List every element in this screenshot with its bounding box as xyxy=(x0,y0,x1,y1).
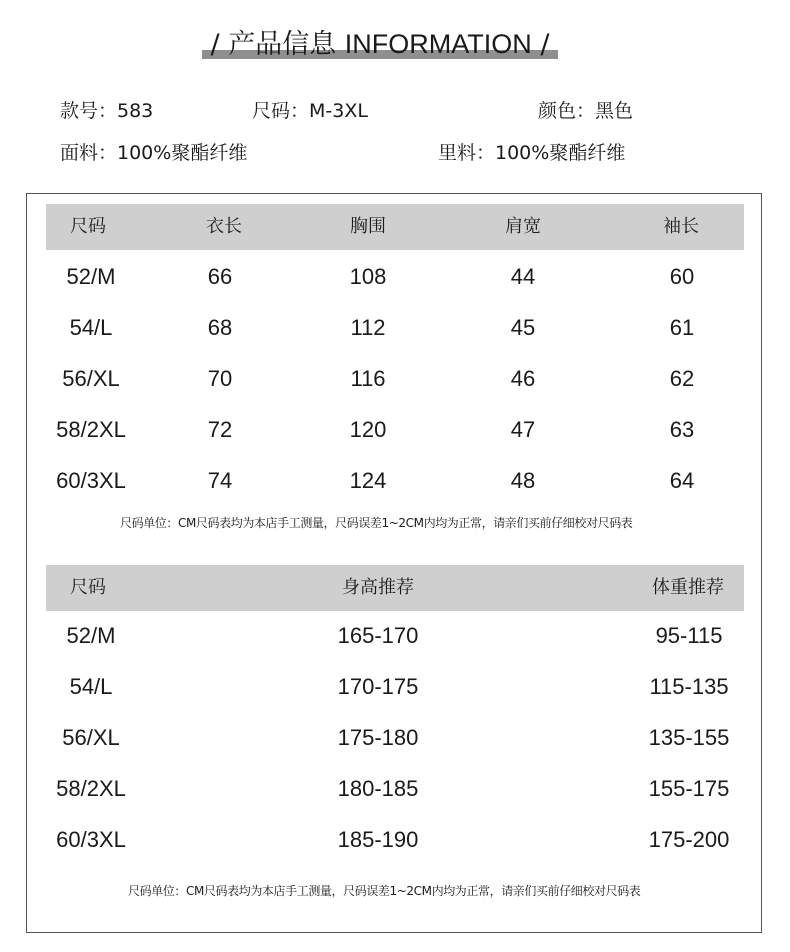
cell-chest: 112 xyxy=(350,315,386,340)
cell-chest: 124 xyxy=(349,468,387,493)
title-slash-left: / xyxy=(210,29,220,60)
cell-chest: 120 xyxy=(349,417,387,442)
size-header-length: 衣长 xyxy=(206,216,242,237)
cell-length: 70 xyxy=(207,366,233,391)
info-style-no: 款号：583 xyxy=(60,100,154,122)
title-cn: 产品信息 xyxy=(228,29,337,60)
cell-size: 56/XL xyxy=(62,725,120,750)
cell-weight: 175-200 xyxy=(648,827,730,852)
cell-length: 68 xyxy=(207,315,233,340)
cell-shoulder: 47 xyxy=(510,417,536,442)
cell-sleeve: 62 xyxy=(669,366,695,391)
cell-height: 175-180 xyxy=(337,725,419,750)
recommend-table-header xyxy=(46,565,744,611)
cell-chest: 116 xyxy=(350,366,386,391)
size-chart-frame xyxy=(26,193,762,933)
size-header-size: 尺码 xyxy=(70,216,106,237)
cell-size: 56/XL xyxy=(62,366,120,391)
cell-height: 170-175 xyxy=(337,674,419,699)
size-table-header xyxy=(46,204,744,250)
cell-shoulder: 44 xyxy=(510,264,536,289)
cell-shoulder: 46 xyxy=(510,366,536,391)
cell-sleeve: 60 xyxy=(669,264,695,289)
cell-size: 60/3XL xyxy=(56,468,126,493)
recommend-header-height: 身高推荐 xyxy=(342,577,414,598)
cell-sleeve: 61 xyxy=(669,315,695,340)
cell-weight: 95-115 xyxy=(655,623,723,648)
cell-size: 52/M xyxy=(66,623,116,648)
cell-size: 54/L xyxy=(69,315,113,340)
cell-height: 185-190 xyxy=(337,827,419,852)
cell-size: 58/2XL xyxy=(56,776,126,801)
cell-weight: 135-155 xyxy=(648,725,730,750)
cell-chest: 108 xyxy=(349,264,387,289)
cell-length: 72 xyxy=(207,417,233,442)
size-header-chest: 胸围 xyxy=(350,216,386,237)
recommend-table-note: 尺码单位：CM尺码表均为本店手工测量，尺码误差1~2CM内均为正常，请亲们买前仔细校对尺码表 xyxy=(128,884,641,898)
size-table-note: 尺码单位：CM尺码表均为本店手工测量，尺码误差1~2CM内均为正常，请亲们买前仔细校对尺码表 xyxy=(120,516,633,530)
cell-shoulder: 45 xyxy=(510,315,536,340)
cell-size: 60/3XL xyxy=(56,827,126,852)
recommend-header-size: 尺码 xyxy=(70,577,106,598)
title-slash-right: / xyxy=(540,29,550,60)
cell-shoulder: 48 xyxy=(510,468,536,493)
cell-weight: 115-135 xyxy=(649,674,729,699)
cell-size: 54/L xyxy=(69,674,113,699)
info-color: 颜色：黑色 xyxy=(538,100,634,122)
cell-length: 74 xyxy=(207,468,233,493)
cell-height: 165-170 xyxy=(337,623,419,648)
size-header-shoulder: 肩宽 xyxy=(505,216,541,237)
title-en: INFORMATION xyxy=(344,29,532,59)
info-fabric: 面料：100%聚酯纤维 xyxy=(60,142,248,164)
cell-weight: 155-175 xyxy=(648,776,730,801)
cell-sleeve: 63 xyxy=(669,417,695,442)
cell-length: 66 xyxy=(207,264,233,289)
cell-height: 180-185 xyxy=(337,776,419,801)
cell-size: 52/M xyxy=(66,264,116,289)
cell-size: 58/2XL xyxy=(56,417,126,442)
cell-sleeve: 64 xyxy=(669,468,695,493)
info-size: 尺码：M-3XL xyxy=(252,100,368,122)
title-text xyxy=(190,22,570,61)
recommend-header-weight: 体重推荐 xyxy=(652,577,724,598)
info-lining: 里料：100%聚酯纤维 xyxy=(438,142,626,164)
size-header-sleeve: 袖长 xyxy=(663,216,699,237)
page-title xyxy=(190,18,570,62)
